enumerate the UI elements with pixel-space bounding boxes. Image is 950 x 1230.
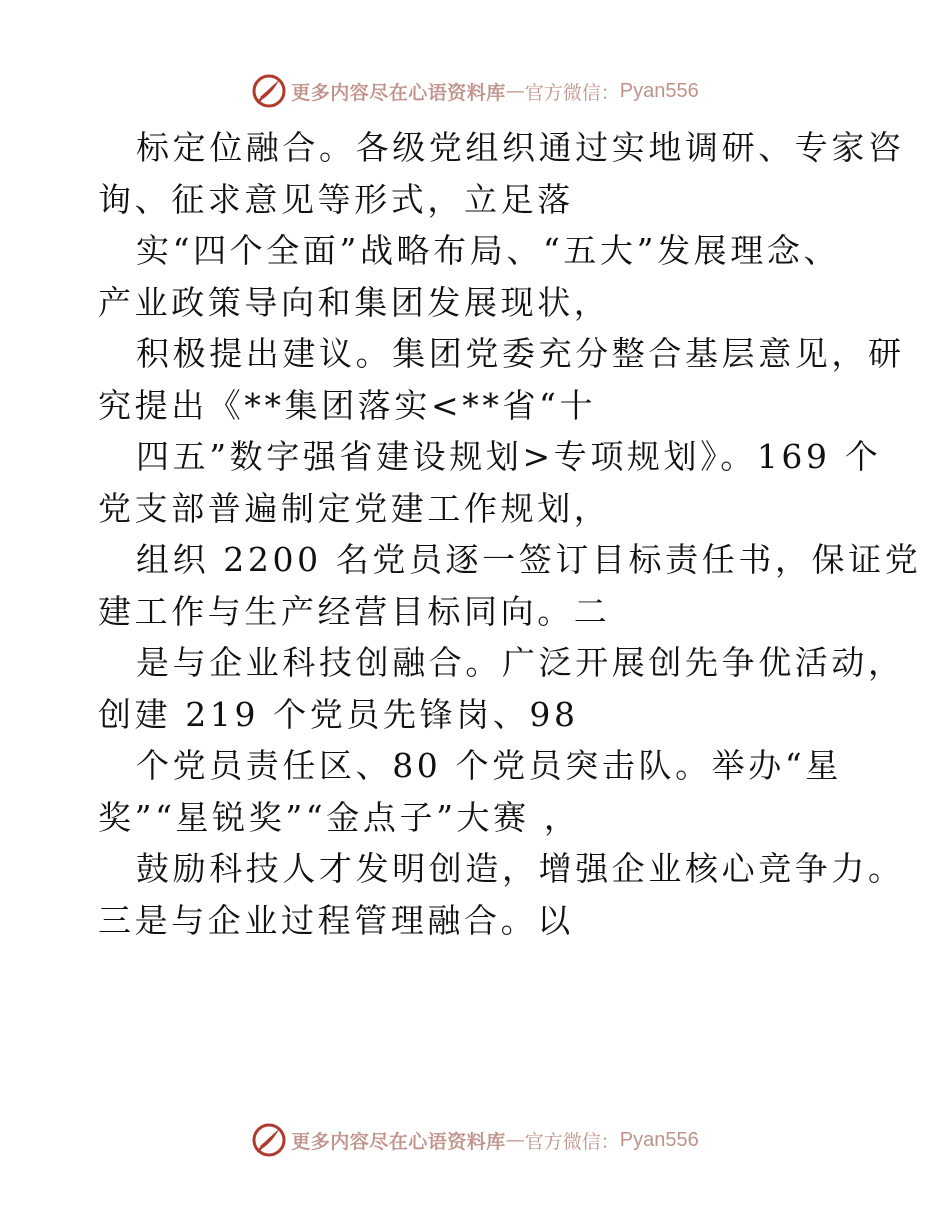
footer-dash: — [505, 1129, 525, 1151]
header-official-text: 官方微信： [524, 81, 620, 104]
text-line: 标定位融合。各级党组织通过实地调研、专家咨 [136, 128, 905, 167]
text-line: 鼓励科技人才发明创造，增强企业核心竞争力。 [136, 849, 905, 888]
document-body [98, 122, 922, 946]
text-line: 党支部普遍制定党建工作规划， [98, 488, 611, 528]
text-line: 组织 2200 名党员逐一签订目标责任书，保证党 [136, 540, 922, 579]
footer-wechat-id: Pyan556 [619, 1128, 699, 1151]
header-site-text: 更多内容尽在心语资料库 [291, 81, 506, 104]
text-line: 实“四个全面”战略布局、“五大”发展理念、 [136, 231, 841, 270]
text-line: 是与企业科技创融合。广泛开展创先争优活动， [136, 643, 905, 682]
header-wechat-id: Pyan556 [619, 79, 699, 102]
header-watermark [0, 71, 950, 111]
text-line: 个党员责任区、80 个党员突击队。举办“星 [136, 746, 842, 785]
footer-site-text: 更多内容尽在心语资料库 [291, 1130, 506, 1153]
quill-logo-icon [251, 1122, 287, 1158]
text-line: 三是与企业过程管理融合。以 [98, 900, 574, 940]
text-line: 究提出《**集团落实<**省“十 [98, 385, 597, 425]
text-line: 创建 219 个党员先锋岗、98 [98, 694, 579, 734]
quill-logo-icon [251, 73, 287, 109]
footer-official-text: 官方微信： [524, 1130, 620, 1153]
text-line: 奖”“星锐奖”“金点子”大赛 ， [98, 797, 581, 837]
text-line: 四五”数字强省建设规划>专项规划》。169 个 [136, 437, 882, 476]
text-line: 询、征求意见等形式，立足落 [98, 179, 574, 219]
text-line: 建工作与生产经营目标同向。二 [98, 591, 611, 631]
text-line: 积极提出建议。集团党委充分整合基层意见，研 [136, 334, 905, 373]
header-dash: — [505, 80, 525, 102]
text-line: 产业政策导向和集团发展现状， [98, 282, 611, 322]
footer-watermark [0, 1120, 950, 1160]
